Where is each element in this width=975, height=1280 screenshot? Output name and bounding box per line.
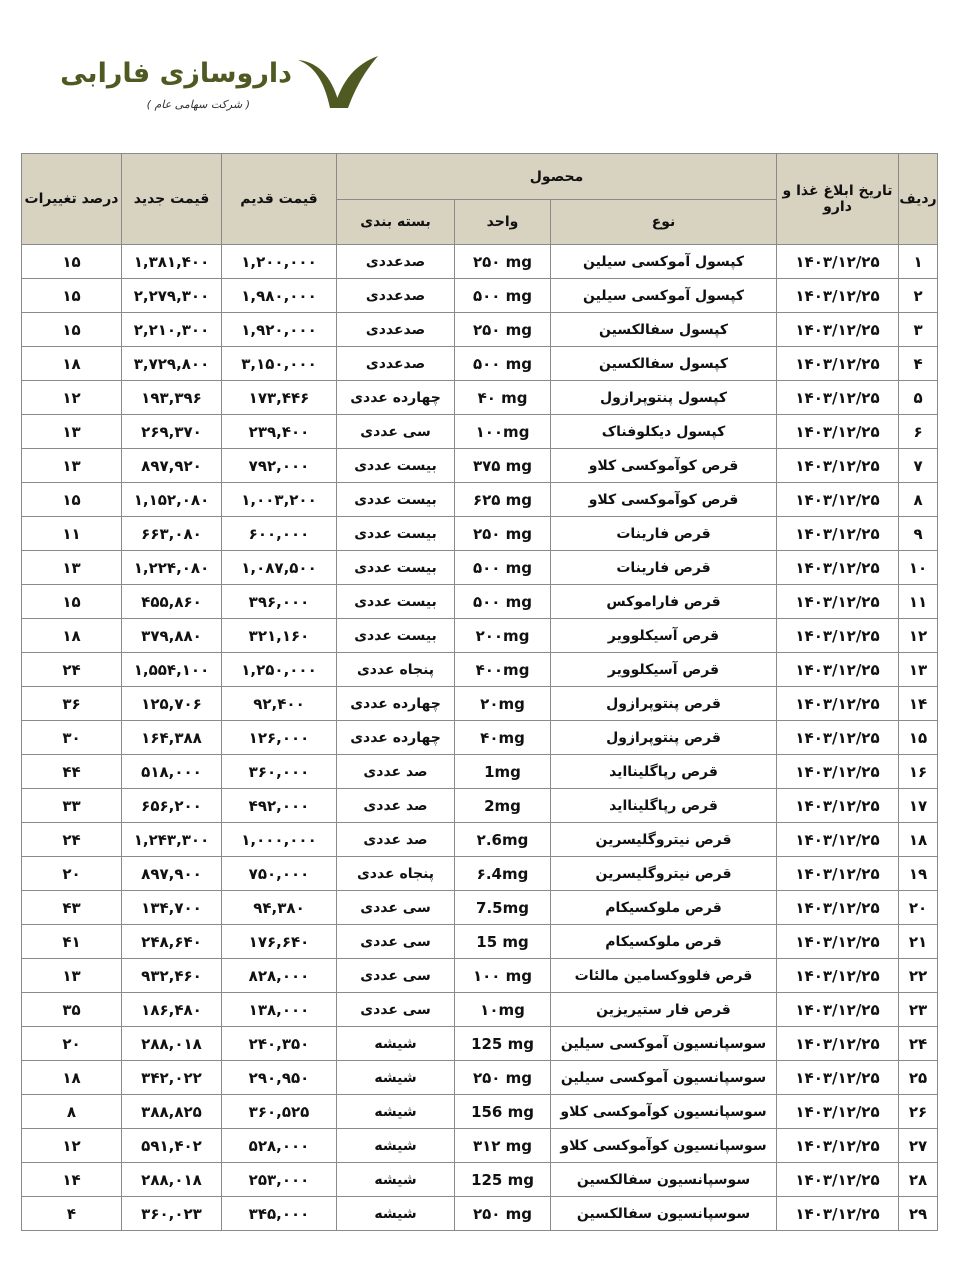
row-number-cell: ۹ bbox=[899, 517, 938, 551]
old-price-cell: ۷۹۲,۰۰۰ bbox=[222, 449, 337, 483]
product-name-cell: قرص آسیکلوویر bbox=[551, 619, 777, 653]
date-cell: ۱۴۰۳/۱۲/۲۵ bbox=[777, 483, 899, 517]
date-cell: ۱۴۰۳/۱۲/۲۵ bbox=[777, 823, 899, 857]
row-number-cell: ۵ bbox=[899, 381, 938, 415]
old-price-cell: ۴۹۲,۰۰۰ bbox=[222, 789, 337, 823]
date-cell: ۱۴۰۳/۱۲/۲۵ bbox=[777, 891, 899, 925]
product-name-cell: کپسول سفالکسین bbox=[551, 347, 777, 381]
new-price-cell: ۲۸۸,۰۱۸ bbox=[122, 1027, 222, 1061]
table-row bbox=[22, 245, 938, 279]
change-percent-cell: ۱۵ bbox=[22, 483, 122, 517]
table-row bbox=[22, 789, 938, 823]
product-name-cell: قرص نیتروگلیسرین bbox=[551, 857, 777, 891]
new-price-cell: ۱,۳۸۱,۴۰۰ bbox=[122, 245, 222, 279]
package-cell: شیشه bbox=[337, 1061, 455, 1095]
date-cell: ۱۴۰۳/۱۲/۲۵ bbox=[777, 959, 899, 993]
old-price-cell: ۳۶۰,۵۲۵ bbox=[222, 1095, 337, 1129]
table-row bbox=[22, 891, 938, 925]
table-row bbox=[22, 959, 938, 993]
header-product: محصول bbox=[337, 154, 777, 200]
old-price-cell: ۸۲۸,۰۰۰ bbox=[222, 959, 337, 993]
unit-cell: ۵۰۰ mg bbox=[455, 551, 551, 585]
package-cell: سی عددی bbox=[337, 925, 455, 959]
product-name-cell: قرص آسیکلوویر bbox=[551, 653, 777, 687]
table-row bbox=[22, 993, 938, 1027]
change-percent-cell: ۱۵ bbox=[22, 279, 122, 313]
unit-cell: ۱۰mg bbox=[455, 993, 551, 1027]
package-cell: شیشه bbox=[337, 1129, 455, 1163]
package-cell: پنجاه عددی bbox=[337, 857, 455, 891]
table-row bbox=[22, 585, 938, 619]
package-cell: بیست عددی bbox=[337, 619, 455, 653]
product-name-cell: قرص فاراموکس bbox=[551, 585, 777, 619]
new-price-cell: ۲,۲۱۰,۳۰۰ bbox=[122, 313, 222, 347]
table-row bbox=[22, 313, 938, 347]
row-number-cell: ۲۸ bbox=[899, 1163, 938, 1197]
change-percent-cell: ۱۲ bbox=[22, 1129, 122, 1163]
old-price-cell: ۳۴۵,۰۰۰ bbox=[222, 1197, 337, 1231]
unit-cell: ۲۵۰ mg bbox=[455, 1197, 551, 1231]
new-price-cell: ۴۵۵,۸۶۰ bbox=[122, 585, 222, 619]
package-cell: صدعددی bbox=[337, 245, 455, 279]
package-cell: صد عددی bbox=[337, 755, 455, 789]
table-row bbox=[22, 347, 938, 381]
product-name-cell: قرص کوآموکسی کلاو bbox=[551, 483, 777, 517]
change-percent-cell: ۴۱ bbox=[22, 925, 122, 959]
row-number-cell: ۲۱ bbox=[899, 925, 938, 959]
change-percent-cell: ۱۳ bbox=[22, 415, 122, 449]
package-cell: سی عددی bbox=[337, 993, 455, 1027]
new-price-cell: ۳۸۸,۸۲۵ bbox=[122, 1095, 222, 1129]
company-subtitle: ( شرکت سهامی عام ) bbox=[146, 98, 250, 111]
product-name-cell: سوسپانسیون سفالکسین bbox=[551, 1197, 777, 1231]
old-price-cell: ۳۹۶,۰۰۰ bbox=[222, 585, 337, 619]
package-cell: شیشه bbox=[337, 1197, 455, 1231]
new-price-cell: ۸۹۷,۹۲۰ bbox=[122, 449, 222, 483]
unit-cell: ۵۰۰ mg bbox=[455, 585, 551, 619]
new-price-cell: ۵۱۸,۰۰۰ bbox=[122, 755, 222, 789]
table-row bbox=[22, 1197, 938, 1231]
old-price-cell: ۶۰۰,۰۰۰ bbox=[222, 517, 337, 551]
date-cell: ۱۴۰۳/۱۲/۲۵ bbox=[777, 993, 899, 1027]
unit-cell: 1mg bbox=[455, 755, 551, 789]
unit-cell: ۲۵۰ mg bbox=[455, 313, 551, 347]
product-name-cell: کپسول سفالکسین bbox=[551, 313, 777, 347]
date-cell: ۱۴۰۳/۱۲/۲۵ bbox=[777, 755, 899, 789]
product-name-cell: قرص فلووکسامین مالئات bbox=[551, 959, 777, 993]
unit-cell: ۲۵۰ mg bbox=[455, 1061, 551, 1095]
unit-cell: ۱۰۰mg bbox=[455, 415, 551, 449]
table-row bbox=[22, 449, 938, 483]
old-price-cell: ۲۹۰,۹۵۰ bbox=[222, 1061, 337, 1095]
unit-cell: 7.5mg bbox=[455, 891, 551, 925]
package-cell: صد عددی bbox=[337, 823, 455, 857]
header-type: نوع bbox=[551, 200, 777, 245]
old-price-cell: ۱,۲۵۰,۰۰۰ bbox=[222, 653, 337, 687]
change-percent-cell: ۱۸ bbox=[22, 347, 122, 381]
change-percent-cell: ۱۸ bbox=[22, 1061, 122, 1095]
change-percent-cell: ۱۵ bbox=[22, 313, 122, 347]
unit-cell: ۳۷۵ mg bbox=[455, 449, 551, 483]
date-cell: ۱۴۰۳/۱۲/۲۵ bbox=[777, 551, 899, 585]
table-row bbox=[22, 1027, 938, 1061]
new-price-cell: ۳۴۲,۰۲۲ bbox=[122, 1061, 222, 1095]
old-price-cell: ۱۲۶,۰۰۰ bbox=[222, 721, 337, 755]
product-name-cell: سوسپانسیون آموکسی سیلین bbox=[551, 1027, 777, 1061]
row-number-cell: ۲۶ bbox=[899, 1095, 938, 1129]
unit-cell: 125 mg bbox=[455, 1163, 551, 1197]
new-price-cell: ۸۹۷,۹۰۰ bbox=[122, 857, 222, 891]
change-percent-cell: ۴۴ bbox=[22, 755, 122, 789]
date-cell: ۱۴۰۳/۱۲/۲۵ bbox=[777, 415, 899, 449]
new-price-cell: ۹۳۲,۴۶۰ bbox=[122, 959, 222, 993]
new-price-cell: ۲۸۸,۰۱۸ bbox=[122, 1163, 222, 1197]
unit-cell: ۲.6mg bbox=[455, 823, 551, 857]
table-row bbox=[22, 619, 938, 653]
unit-cell: ۶.4mg bbox=[455, 857, 551, 891]
package-cell: بیست عددی bbox=[337, 551, 455, 585]
old-price-cell: ۷۵۰,۰۰۰ bbox=[222, 857, 337, 891]
change-percent-cell: ۲۴ bbox=[22, 823, 122, 857]
old-price-cell: ۹۲,۴۰۰ bbox=[222, 687, 337, 721]
change-percent-cell: ۲۰ bbox=[22, 1027, 122, 1061]
package-cell: سی عددی bbox=[337, 959, 455, 993]
unit-cell: 125 mg bbox=[455, 1027, 551, 1061]
new-price-cell: ۱۲۵,۷۰۶ bbox=[122, 687, 222, 721]
unit-cell: ۳۱۲ mg bbox=[455, 1129, 551, 1163]
row-number-cell: ۴ bbox=[899, 347, 938, 381]
table-row bbox=[22, 517, 938, 551]
new-price-cell: ۱۹۳,۳۹۶ bbox=[122, 381, 222, 415]
header-new-price: قیمت جدید bbox=[122, 154, 222, 245]
product-name-cell: سوسپانسیون آموکسی سیلین bbox=[551, 1061, 777, 1095]
row-number-cell: ۱۵ bbox=[899, 721, 938, 755]
date-cell: ۱۴۰۳/۱۲/۲۵ bbox=[777, 245, 899, 279]
change-percent-cell: ۲۰ bbox=[22, 857, 122, 891]
product-name-cell: کپسول آموکسی سیلین bbox=[551, 279, 777, 313]
row-number-cell: ۸ bbox=[899, 483, 938, 517]
logo-emblem-icon bbox=[294, 50, 380, 112]
row-number-cell: ۲۴ bbox=[899, 1027, 938, 1061]
product-name-cell: قرص ملوکسیکام bbox=[551, 891, 777, 925]
old-price-cell: ۱۷۶,۶۴۰ bbox=[222, 925, 337, 959]
change-percent-cell: ۳۵ bbox=[22, 993, 122, 1027]
table-row bbox=[22, 1095, 938, 1129]
package-cell: بیست عددی bbox=[337, 517, 455, 551]
new-price-cell: ۵۹۱,۴۰۲ bbox=[122, 1129, 222, 1163]
date-cell: ۱۴۰۳/۱۲/۲۵ bbox=[777, 449, 899, 483]
unit-cell: ۲۰mg bbox=[455, 687, 551, 721]
change-percent-cell: ۱۴ bbox=[22, 1163, 122, 1197]
package-cell: صدعددی bbox=[337, 347, 455, 381]
product-name-cell: قرص کوآموکسی کلاو bbox=[551, 449, 777, 483]
date-cell: ۱۴۰۳/۱۲/۲۵ bbox=[777, 687, 899, 721]
change-percent-cell: ۱۱ bbox=[22, 517, 122, 551]
package-cell: پنجاه عددی bbox=[337, 653, 455, 687]
new-price-cell: ۳۶۰,۰۲۳ bbox=[122, 1197, 222, 1231]
old-price-cell: ۱,۹۲۰,۰۰۰ bbox=[222, 313, 337, 347]
change-percent-cell: ۲۴ bbox=[22, 653, 122, 687]
row-number-cell: ۶ bbox=[899, 415, 938, 449]
unit-cell: ۴۰ mg bbox=[455, 381, 551, 415]
date-cell: ۱۴۰۳/۱۲/۲۵ bbox=[777, 653, 899, 687]
product-name-cell: قرص فارینات bbox=[551, 517, 777, 551]
product-name-cell: قرص فارینات bbox=[551, 551, 777, 585]
old-price-cell: ۲۳۹,۴۰۰ bbox=[222, 415, 337, 449]
unit-cell: 2mg bbox=[455, 789, 551, 823]
old-price-cell: ۱,۰۸۷,۵۰۰ bbox=[222, 551, 337, 585]
company-logo bbox=[60, 50, 380, 130]
row-number-cell: ۲ bbox=[899, 279, 938, 313]
package-cell: سی عددی bbox=[337, 891, 455, 925]
row-number-cell: ۲۳ bbox=[899, 993, 938, 1027]
date-cell: ۱۴۰۳/۱۲/۲۵ bbox=[777, 857, 899, 891]
row-number-cell: ۲۵ bbox=[899, 1061, 938, 1095]
old-price-cell: ۹۴,۳۸۰ bbox=[222, 891, 337, 925]
unit-cell: ۵۰۰ mg bbox=[455, 279, 551, 313]
product-name-cell: کپسول پنتوپرازول bbox=[551, 381, 777, 415]
package-cell: بیست عددی bbox=[337, 585, 455, 619]
row-number-cell: ۱۲ bbox=[899, 619, 938, 653]
header-row-number: ردیف bbox=[899, 154, 938, 245]
date-cell: ۱۴۰۳/۱۲/۲۵ bbox=[777, 517, 899, 551]
new-price-cell: ۲۶۹,۳۷۰ bbox=[122, 415, 222, 449]
row-number-cell: ۱۸ bbox=[899, 823, 938, 857]
date-cell: ۱۴۰۳/۱۲/۲۵ bbox=[777, 313, 899, 347]
change-percent-cell: ۱۳ bbox=[22, 551, 122, 585]
table-row bbox=[22, 653, 938, 687]
date-cell: ۱۴۰۳/۱۲/۲۵ bbox=[777, 1197, 899, 1231]
change-percent-cell: ۴۳ bbox=[22, 891, 122, 925]
table-row bbox=[22, 1163, 938, 1197]
change-percent-cell: ۳۳ bbox=[22, 789, 122, 823]
date-cell: ۱۴۰۳/۱۲/۲۵ bbox=[777, 1027, 899, 1061]
package-cell: صدعددی bbox=[337, 279, 455, 313]
package-cell: شیشه bbox=[337, 1163, 455, 1197]
old-price-cell: ۳۲۱,۱۶۰ bbox=[222, 619, 337, 653]
package-cell: شیشه bbox=[337, 1095, 455, 1129]
row-number-cell: ۱۱ bbox=[899, 585, 938, 619]
change-percent-cell: ۱۲ bbox=[22, 381, 122, 415]
product-name-cell: قرص رپاگلینااید bbox=[551, 755, 777, 789]
product-name-cell: سوسپانسیون کوآموکسی کلاو bbox=[551, 1129, 777, 1163]
new-price-cell: ۱,۲۲۴,۰۸۰ bbox=[122, 551, 222, 585]
date-cell: ۱۴۰۳/۱۲/۲۵ bbox=[777, 1095, 899, 1129]
unit-cell: ۶۲۵ mg bbox=[455, 483, 551, 517]
row-number-cell: ۲۲ bbox=[899, 959, 938, 993]
old-price-cell: ۱,۰۰۰,۰۰۰ bbox=[222, 823, 337, 857]
date-cell: ۱۴۰۳/۱۲/۲۵ bbox=[777, 1061, 899, 1095]
old-price-cell: ۲۴۰,۳۵۰ bbox=[222, 1027, 337, 1061]
date-cell: ۱۴۰۳/۱۲/۲۵ bbox=[777, 721, 899, 755]
change-percent-cell: ۳۰ bbox=[22, 721, 122, 755]
new-price-cell: ۱,۵۵۴,۱۰۰ bbox=[122, 653, 222, 687]
old-price-cell: ۱,۰۰۳,۲۰۰ bbox=[222, 483, 337, 517]
package-cell: سی عددی bbox=[337, 415, 455, 449]
change-percent-cell: ۴ bbox=[22, 1197, 122, 1231]
package-cell: چهارده عددی bbox=[337, 721, 455, 755]
product-name-cell: قرص رپاگلینااید bbox=[551, 789, 777, 823]
date-cell: ۱۴۰۳/۱۲/۲۵ bbox=[777, 347, 899, 381]
new-price-cell: ۱,۲۴۳,۳۰۰ bbox=[122, 823, 222, 857]
product-name-cell: کپسول آموکسی سیلین bbox=[551, 245, 777, 279]
date-cell: ۱۴۰۳/۱۲/۲۵ bbox=[777, 585, 899, 619]
product-name-cell: قرص ملوکسیکام bbox=[551, 925, 777, 959]
header-unit: واحد bbox=[455, 200, 551, 245]
package-cell: چهارده عددی bbox=[337, 381, 455, 415]
package-cell: بیست عددی bbox=[337, 449, 455, 483]
old-price-cell: ۵۲۸,۰۰۰ bbox=[222, 1129, 337, 1163]
package-cell: بیست عددی bbox=[337, 483, 455, 517]
package-cell: شیشه bbox=[337, 1027, 455, 1061]
new-price-cell: ۱,۱۵۲,۰۸۰ bbox=[122, 483, 222, 517]
price-table bbox=[21, 153, 938, 1231]
table-row bbox=[22, 857, 938, 891]
row-number-cell: ۳ bbox=[899, 313, 938, 347]
row-number-cell: ۲۷ bbox=[899, 1129, 938, 1163]
old-price-cell: ۱,۹۸۰,۰۰۰ bbox=[222, 279, 337, 313]
product-name-cell: قرص فار ستیریزین bbox=[551, 993, 777, 1027]
package-cell: چهارده عددی bbox=[337, 687, 455, 721]
table-row bbox=[22, 721, 938, 755]
unit-cell: ۲۵۰ mg bbox=[455, 517, 551, 551]
unit-cell: ۴۰mg bbox=[455, 721, 551, 755]
new-price-cell: ۶۵۶,۲۰۰ bbox=[122, 789, 222, 823]
old-price-cell: ۳۶۰,۰۰۰ bbox=[222, 755, 337, 789]
change-percent-cell: ۸ bbox=[22, 1095, 122, 1129]
new-price-cell: ۳,۷۲۹,۸۰۰ bbox=[122, 347, 222, 381]
old-price-cell: ۱۳۸,۰۰۰ bbox=[222, 993, 337, 1027]
row-number-cell: ۱۳ bbox=[899, 653, 938, 687]
change-percent-cell: ۳۶ bbox=[22, 687, 122, 721]
change-percent-cell: ۱۳ bbox=[22, 449, 122, 483]
table-row bbox=[22, 483, 938, 517]
company-name: داروسازی فارابی bbox=[60, 58, 292, 89]
table-row bbox=[22, 823, 938, 857]
new-price-cell: ۶۶۳,۰۸۰ bbox=[122, 517, 222, 551]
row-number-cell: ۱۹ bbox=[899, 857, 938, 891]
header-change-percent: درصد تغییرات bbox=[22, 154, 122, 245]
date-cell: ۱۴۰۳/۱۲/۲۵ bbox=[777, 279, 899, 313]
new-price-cell: ۳۷۹,۸۸۰ bbox=[122, 619, 222, 653]
new-price-cell: ۲,۲۷۹,۳۰۰ bbox=[122, 279, 222, 313]
product-name-cell: کپسول دیکلوفناک bbox=[551, 415, 777, 449]
row-number-cell: ۱ bbox=[899, 245, 938, 279]
unit-cell: ۵۰۰ mg bbox=[455, 347, 551, 381]
table-row bbox=[22, 551, 938, 585]
old-price-cell: ۳,۱۵۰,۰۰۰ bbox=[222, 347, 337, 381]
row-number-cell: ۱۶ bbox=[899, 755, 938, 789]
package-cell: صدعددی bbox=[337, 313, 455, 347]
unit-cell: ۲۵۰ mg bbox=[455, 245, 551, 279]
header-old-price: قیمت قدیم bbox=[222, 154, 337, 245]
change-percent-cell: ۱۵ bbox=[22, 245, 122, 279]
unit-cell: ۱۰۰ mg bbox=[455, 959, 551, 993]
header-package: بسته بندی bbox=[337, 200, 455, 245]
table-row bbox=[22, 755, 938, 789]
old-price-cell: ۱,۲۰۰,۰۰۰ bbox=[222, 245, 337, 279]
table-row bbox=[22, 1061, 938, 1095]
date-cell: ۱۴۰۳/۱۲/۲۵ bbox=[777, 1163, 899, 1197]
table-row bbox=[22, 279, 938, 313]
row-number-cell: ۲۹ bbox=[899, 1197, 938, 1231]
row-number-cell: ۷ bbox=[899, 449, 938, 483]
table-row bbox=[22, 415, 938, 449]
unit-cell: ۴۰۰mg bbox=[455, 653, 551, 687]
row-number-cell: ۱۰ bbox=[899, 551, 938, 585]
new-price-cell: ۱۶۴,۳۸۸ bbox=[122, 721, 222, 755]
change-percent-cell: ۱۸ bbox=[22, 619, 122, 653]
product-name-cell: قرص پنتوپرازول bbox=[551, 687, 777, 721]
change-percent-cell: ۱۵ bbox=[22, 585, 122, 619]
new-price-cell: ۲۴۸,۶۴۰ bbox=[122, 925, 222, 959]
table-row bbox=[22, 687, 938, 721]
date-cell: ۱۴۰۳/۱۲/۲۵ bbox=[777, 789, 899, 823]
product-name-cell: سوسپانسیون کوآموکسی کلاو bbox=[551, 1095, 777, 1129]
table-row bbox=[22, 381, 938, 415]
table-row bbox=[22, 925, 938, 959]
product-name-cell: قرص نیتروگلیسرین bbox=[551, 823, 777, 857]
date-cell: ۱۴۰۳/۱۲/۲۵ bbox=[777, 619, 899, 653]
old-price-cell: ۲۵۳,۰۰۰ bbox=[222, 1163, 337, 1197]
change-percent-cell: ۱۳ bbox=[22, 959, 122, 993]
table-row bbox=[22, 1129, 938, 1163]
old-price-cell: ۱۷۳,۴۴۶ bbox=[222, 381, 337, 415]
date-cell: ۱۴۰۳/۱۲/۲۵ bbox=[777, 925, 899, 959]
row-number-cell: ۲۰ bbox=[899, 891, 938, 925]
date-cell: ۱۴۰۳/۱۲/۲۵ bbox=[777, 1129, 899, 1163]
unit-cell: 15 mg bbox=[455, 925, 551, 959]
product-name-cell: سوسپانسیون سفالکسین bbox=[551, 1163, 777, 1197]
row-number-cell: ۱۷ bbox=[899, 789, 938, 823]
date-cell: ۱۴۰۳/۱۲/۲۵ bbox=[777, 381, 899, 415]
unit-cell: 156 mg bbox=[455, 1095, 551, 1129]
unit-cell: ۲۰۰mg bbox=[455, 619, 551, 653]
new-price-cell: ۱۳۴,۷۰۰ bbox=[122, 891, 222, 925]
header-date: تاریخ ابلاغ غذا و دارو bbox=[777, 154, 899, 245]
product-name-cell: قرص پنتوپرازول bbox=[551, 721, 777, 755]
row-number-cell: ۱۴ bbox=[899, 687, 938, 721]
new-price-cell: ۱۸۶,۴۸۰ bbox=[122, 993, 222, 1027]
package-cell: صد عددی bbox=[337, 789, 455, 823]
